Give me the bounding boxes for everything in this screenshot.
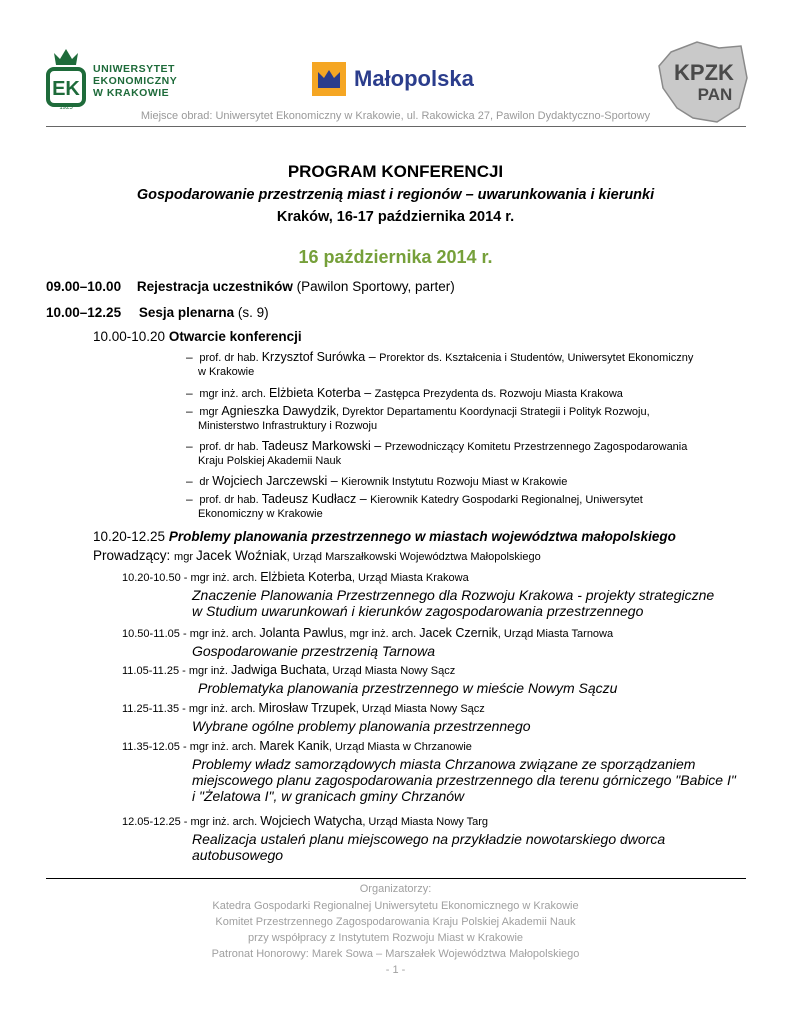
malopolska-logo-icon bbox=[312, 62, 346, 96]
plenary-note: (s. 9) bbox=[234, 305, 269, 320]
session-chair: Prowadzący: mgr Jacek Woźniak, Urząd Marszałkowski Województwa Małopolskiego bbox=[93, 548, 541, 563]
talk-item: 10.20-10.50 - mgr inż. arch. Elżbieta Koterba, Urząd Miasta Krakowa Znaczenie Planowania Przestrzennego dla Rozwoju Krakowa - projekty strategiczne w Studium uwarunkowań i kierunków zagospodarowania przestrzennego bbox=[122, 570, 715, 619]
university-crest-icon bbox=[46, 45, 86, 111]
talk-item: 11.05-11.25 - mgr inż. Jadwiga Buchata, Urząd Miasta Nowy Sącz Problematyka planowania przestrzennego w mieście Nowym Sączu bbox=[122, 663, 618, 696]
malopolska-logo-text: Małopolska bbox=[354, 66, 474, 91]
list-item: – prof. dr hab. Tadeusz Markowski – Przewodniczący Komitetu Przestrzennego Zagospodarowania Kraju Polskiej Akademii Nauk bbox=[186, 439, 688, 467]
footer-line: przy współpracy z Instytutem Rozwoju Miast w Krakowie bbox=[247, 932, 524, 944]
footer-patronage: Patronat Honorowy: Marek Sowa – Marszałek Województwa Małopolskiego bbox=[211, 948, 580, 960]
page-title: PROGRAM KONFERENCJI bbox=[287, 162, 504, 181]
footer-organizers-label: Organizatorzy: bbox=[359, 883, 432, 895]
talk-item: 11.25-11.35 - mgr inż. arch. Mirosław Trzupek, Urząd Miasta Nowy Sącz Wybrane ogólne problemy planowania przestrzennego bbox=[122, 701, 531, 734]
header-divider bbox=[46, 126, 746, 127]
conference-subtitle: Gospodarowanie przestrzenią miast i regionów – uwarunkowania i kierunki bbox=[136, 187, 655, 203]
plenary-row bbox=[46, 305, 269, 320]
opening-label: Otwarcie konferencji bbox=[168, 329, 302, 344]
registration-time: 09.00–10.00 bbox=[46, 279, 122, 294]
session-time: 10.20-12.25 bbox=[93, 529, 169, 544]
list-item: – prof. dr hab. Tadeusz Kudłacz – Kierownik Katedry Gospodarki Regionalnej, Uniwersytet Ekonomiczny w Krakowie bbox=[186, 492, 643, 520]
list-item: – mgr inż. arch. Elżbieta Koterba – Zastępca Prezydenta ds. Rozwoju Miasta Krakowa bbox=[186, 386, 623, 400]
session-title: Problemy planowania przestrzennego w miastach województwa małopolskiego bbox=[168, 529, 676, 544]
registration-label: Rejestracja uczestników bbox=[136, 279, 293, 294]
list-item: – dr Wojciech Jarczewski – Kierownik Instytutu Rozwoju Miast w Krakowie bbox=[186, 474, 568, 488]
svg-text:KPZK: KPZK bbox=[674, 60, 734, 85]
opening-row bbox=[93, 329, 302, 344]
plenary-time: 10.00–12.25 bbox=[46, 305, 122, 320]
footer-line: Komitet Przestrzennego Zagospodarowania Kraju Polskiej Akademii Nauk bbox=[215, 916, 576, 928]
list-item: – prof. dr hab. Krzysztof Surówka – Prorektor ds. Kształcenia i Studentów, Uniwersytet Ekonomiczny w Krakowie bbox=[186, 350, 694, 378]
page-number: - 1 - bbox=[385, 964, 406, 976]
registration-note: (Pawilon Sportowy, parter) bbox=[292, 279, 455, 294]
venue-line: Miejsce obrad: Uniwersytet Ekonomiczny w Krakowie, ul. Rakowicka 27, Pawilon Dydaktyczno-Sportowy bbox=[140, 110, 651, 122]
university-logo bbox=[46, 45, 86, 116]
opening-time: 10.00-10.20 bbox=[93, 329, 169, 344]
conference-dates: Kraków, 16-17 października 2014 r. bbox=[276, 209, 515, 225]
university-logo-text: UNIWERSYTET EKONOMICZNY W KRAKOWIE bbox=[93, 63, 178, 99]
svg-text:EK: EK bbox=[52, 78, 80, 100]
svg-text:PAN: PAN bbox=[697, 85, 733, 104]
plenary-label: Sesja plenarna bbox=[138, 305, 235, 320]
session-row bbox=[93, 529, 676, 544]
talk-item: 11.35-12.05 - mgr inż. arch. Marek Kanik, Urząd Miasta w Chrzanowie Problemy władz samorządowych miasta Chrzanowa związane ze sporządzaniem miejscowego planu zagospodarowania przestrzennego dla terenu górniczego "Babice I" i "Żelatowa I", w granicach gminy Chrzanów bbox=[122, 739, 736, 804]
footer-line: Katedra Gospodarki Regionalnej Uniwersytetu Ekonomicznego w Krakowie bbox=[212, 900, 579, 912]
footer-divider bbox=[46, 878, 746, 879]
talk-item: 10.50-11.05 - mgr inż. arch. Jolanta Pawlus, mgr inż. arch. Jacek Czernik, Urząd Miasta Tarnowa Gospodarowanie przestrzenią Tarnowa bbox=[122, 626, 614, 659]
svg-text:1925: 1925 bbox=[59, 105, 73, 111]
list-item: – mgr Agnieszka Dawydzik, Dyrektor Departamentu Koordynacji Strategii i Polityk Rozwoju, Ministerstwo Infrastruktury i Rozwoju bbox=[186, 404, 650, 432]
day-heading: 16 października 2014 r. bbox=[298, 247, 493, 267]
talk-item: 12.05-12.25 - mgr inż. arch. Wojciech Watycha, Urząd Miasta Nowy Targ Realizacja ustaleń planu miejscowego na przykładzie nowotarskiego dworca autobusowego bbox=[122, 814, 666, 863]
registration-row bbox=[46, 279, 455, 294]
